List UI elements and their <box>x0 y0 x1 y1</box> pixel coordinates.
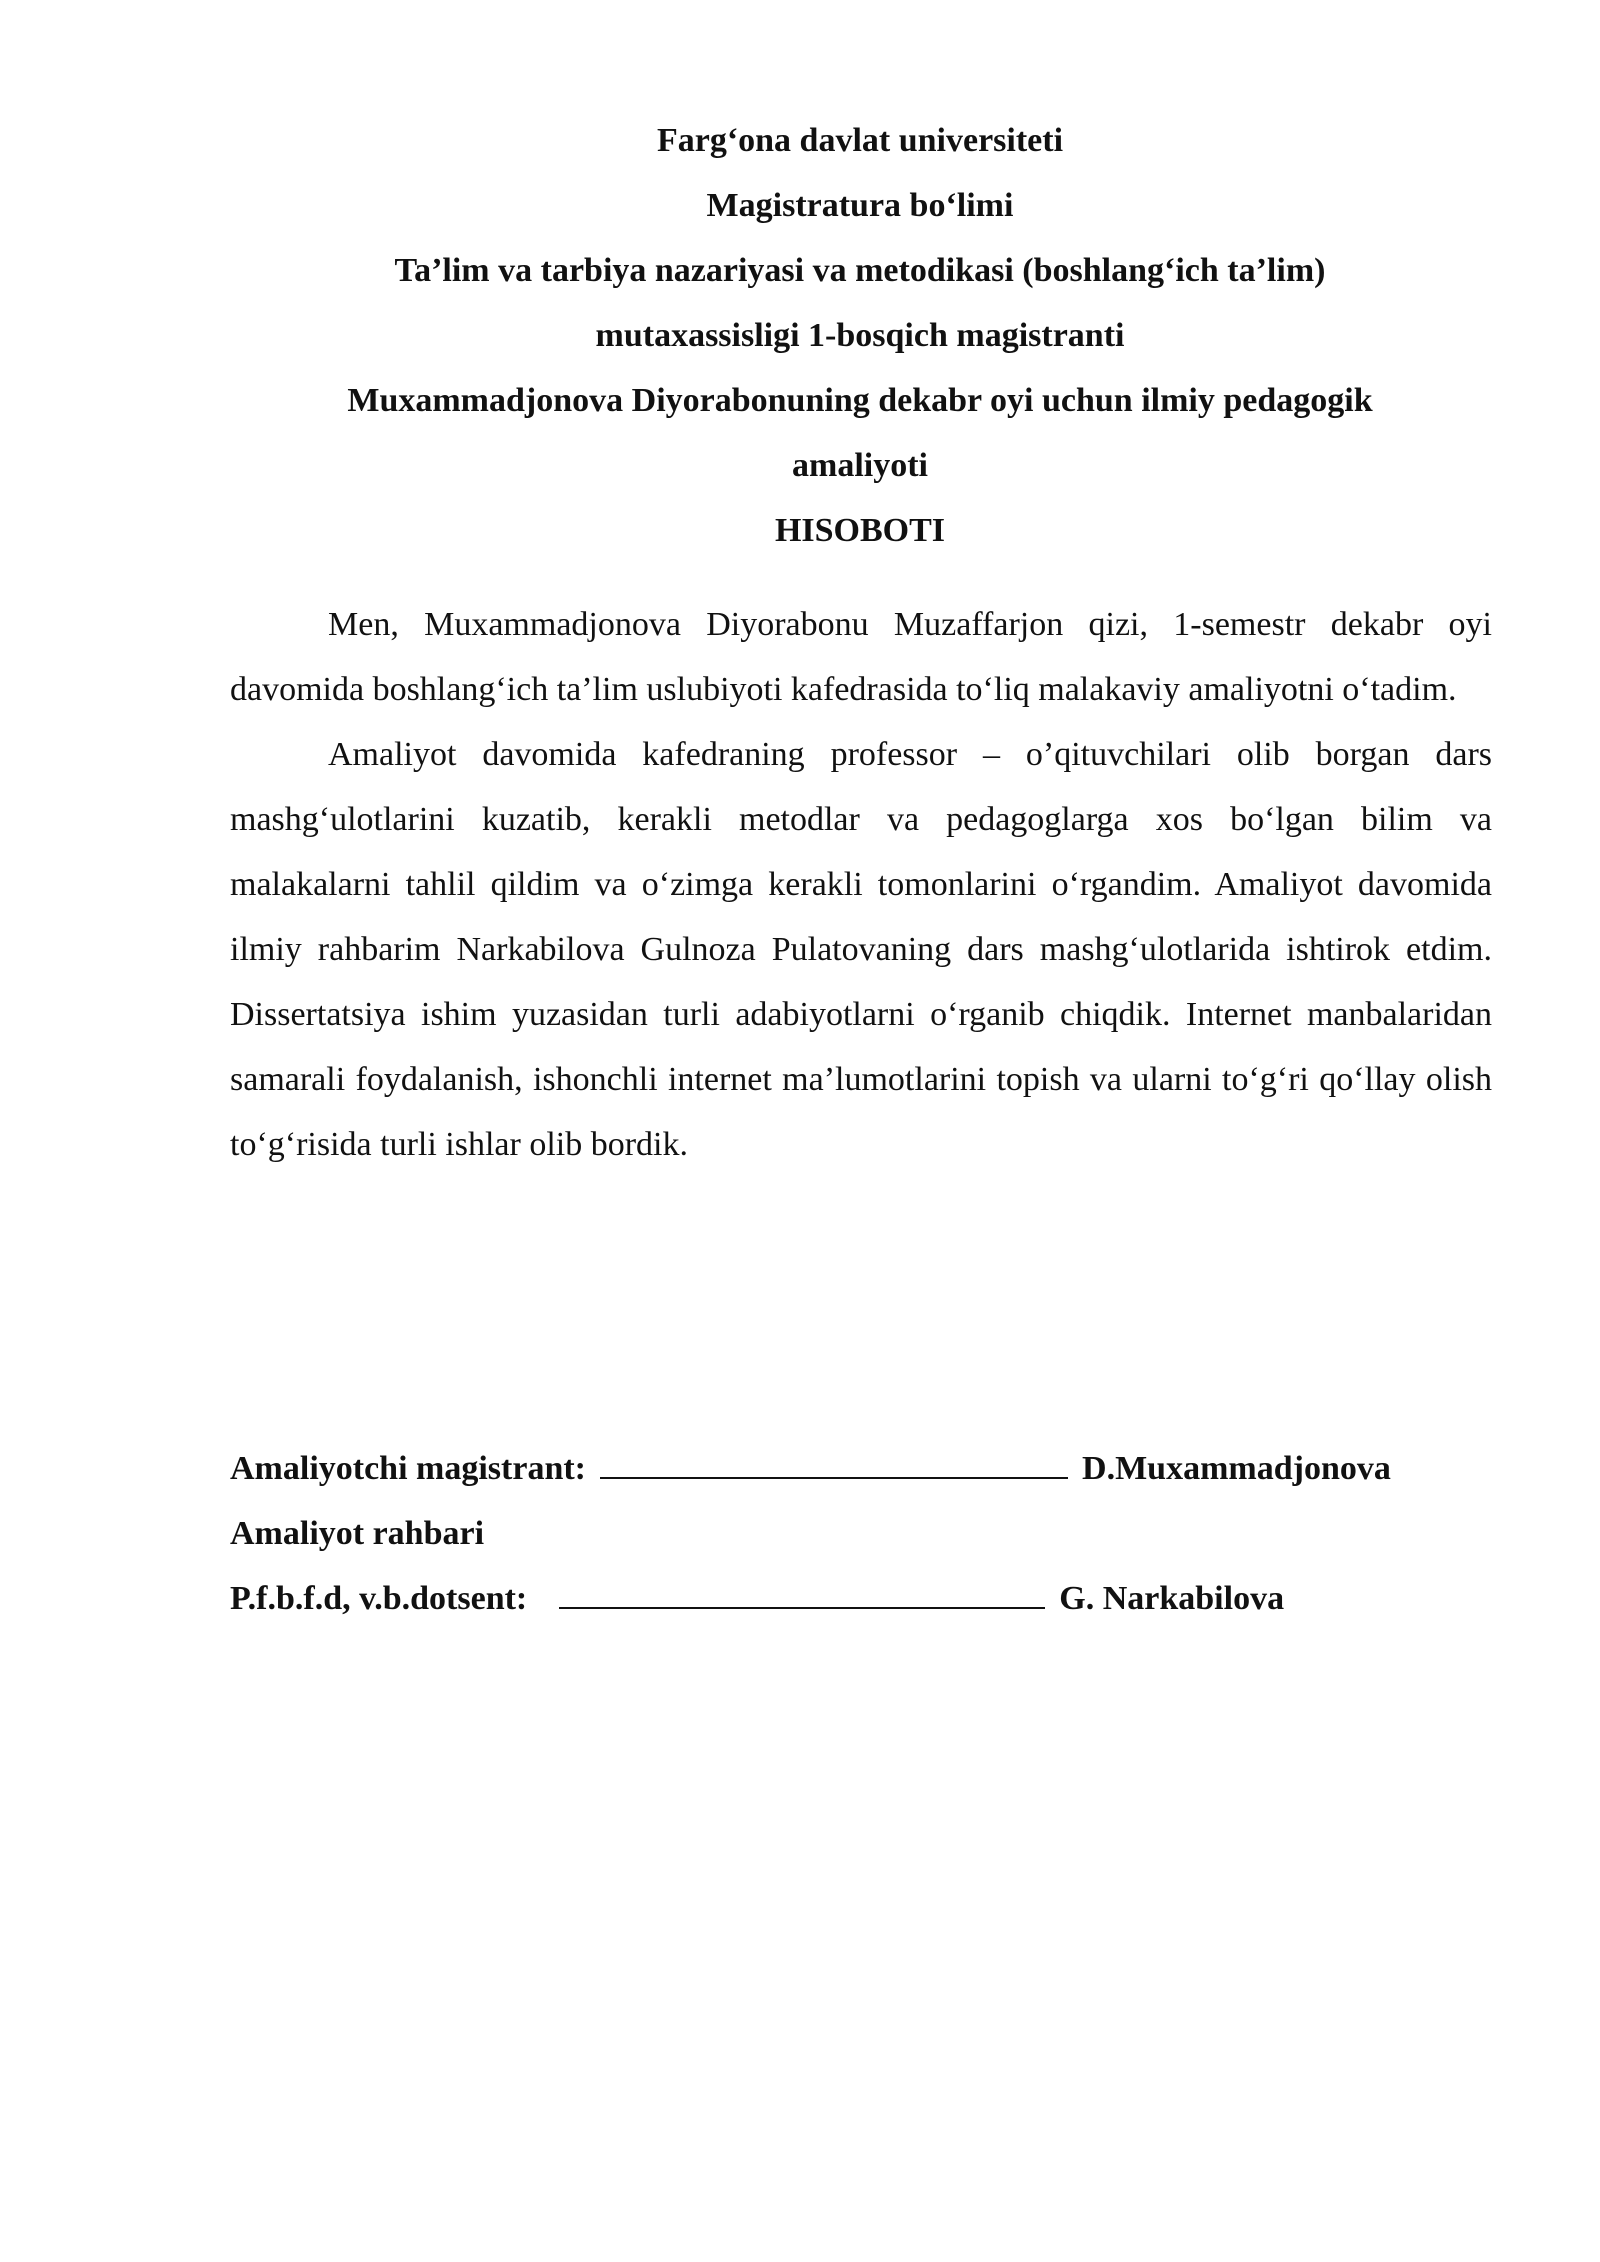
student-signature-name: D.Muxammadjonova <box>1082 1450 1391 1487</box>
report-title: HISOBOTI <box>774 512 946 549</box>
supervisor-signature-row <box>230 1566 1530 1631</box>
university-name: Farg‘ona davlat universiteti <box>656 122 1064 159</box>
student-level-line: mutaxassisligi 1-bosqich magistranti <box>595 317 1125 354</box>
specialty-line: Ta’lim va tarbiya nazariyasi va metodikasi (boshlang‘ich ta’lim) <box>394 252 1326 289</box>
report-subject-line: Muxammadjonova Diyorabonuning dekabr oyi uchun ilmiy pedagogik <box>347 382 1373 419</box>
body-paragraph-2: Amaliyot davomida kafedraning professor – o’qituvchilari olib borgan dars mashg‘ulotlarini kuzatib, kerakli metodlar va pedagoglarga xos bo‘lgan bilim va malakalarni tahlil qildim va o‘zimga kerakli tomonlarini o‘rgandim. Amaliyot davomida ilmiy rahbarim Narkabilova Gulnoza Pulatovaning dars mashg‘ulotlarida ishtirok etdim. Dissertatsiya ishim yuzasidan turli adabiyotlarni o‘rganib chiqdik. Internet manbalaridan samarali foydalanish, ishonchli internet ma’lumotlarini topish va ularni to‘g‘ri qo‘llay olish to‘g‘risida turli ishlar olib bordik. <box>230 736 1492 1163</box>
student-signature-row <box>230 1436 1530 1501</box>
supervisor-signature-name: G. Narkabilova <box>1059 1580 1285 1617</box>
department-name: Magistratura bo‘limi <box>706 187 1014 224</box>
supervisor-signature-line <box>559 1577 1045 1609</box>
supervisor-signature-label: P.f.b.f.d, v.b.dotsent: <box>230 1580 528 1617</box>
body-paragraph-1: Men, Muxammadjonova Diyorabonu Muzaffarjon qizi, 1-semestr dekabr oyi davomida boshlang‘ich ta’lim uslubiyoti kafedrasida to‘liq malakaviy amaliyotni o‘tadim. <box>230 606 1492 708</box>
student-signature-line <box>600 1447 1068 1479</box>
document-header <box>228 108 1492 563</box>
supervisor-title-row <box>230 1501 1530 1566</box>
report-subject-line-2: amaliyoti <box>792 447 928 484</box>
signature-block <box>230 1436 1530 1631</box>
report-body <box>230 592 1492 1177</box>
supervisor-title: Amaliyot rahbari <box>230 1515 485 1552</box>
student-signature-label: Amaliyotchi magistrant: <box>230 1450 587 1487</box>
